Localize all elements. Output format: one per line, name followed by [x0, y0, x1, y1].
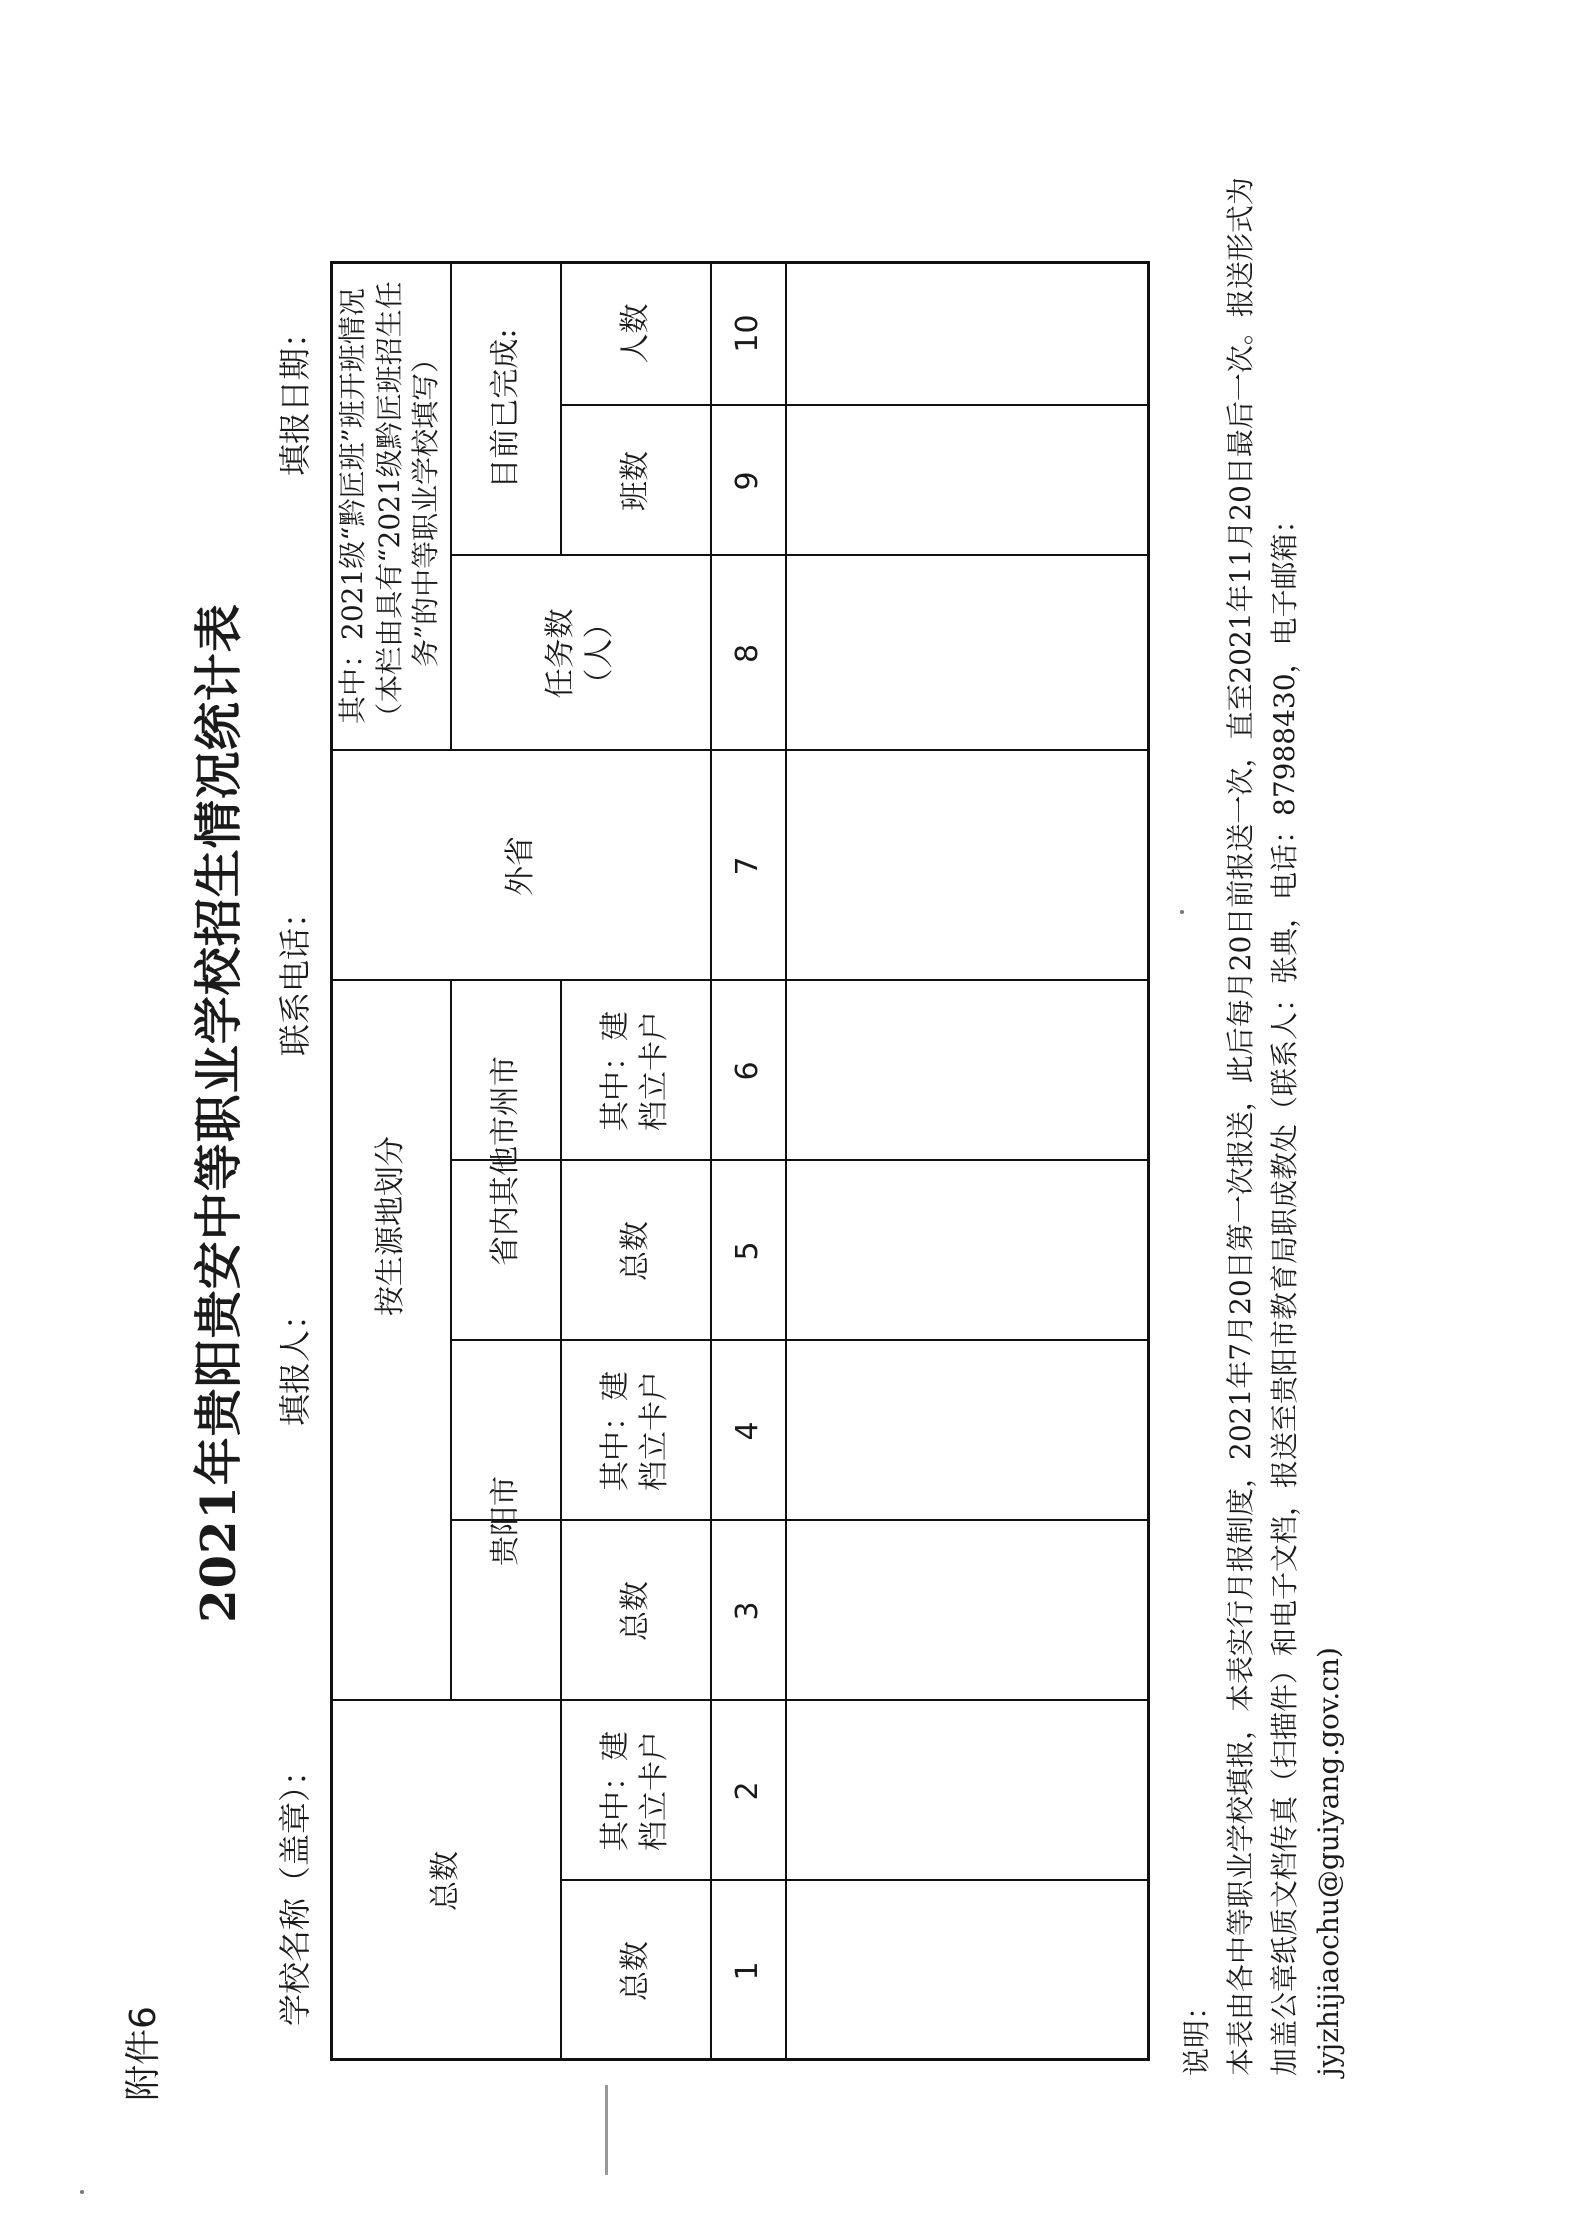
- col-registered-poor: 其中：建档立卡户: [598, 1731, 672, 1851]
- header-task-count: 任务数（人）: [543, 608, 617, 699]
- header-qianjiang-class: 其中：2021级“黔匠班”班开班情况（本栏由具有“2021级黔匠班招生任务”的中等职业学校填写）: [336, 281, 443, 731]
- col-guiyang-registered-poor: 其中：建档立卡户: [598, 1371, 672, 1491]
- header-other-cities: 省内其他市州市: [487, 1056, 523, 1266]
- scan-speck: [80, 2190, 84, 2194]
- column-number: 4: [730, 1421, 765, 1441]
- col-other-registered-poor: 其中：建档立卡户: [598, 1011, 672, 1131]
- header-total-group: 总数: [427, 1851, 463, 1911]
- school-name-field: 学校名称（盖章）：: [276, 1753, 314, 2026]
- statistics-table: [330, 261, 1150, 2061]
- notes-line: 加盖公章纸质文档传真（扫描件）和电子文档，报送至贵阳市教育局职成教处（联系人：张典，电话：87988430，电子邮箱：: [1268, 505, 1301, 2076]
- column-number: 7: [730, 856, 765, 876]
- column-number: 2: [730, 1781, 765, 1801]
- column-number: 3: [730, 1601, 765, 1621]
- column-number: 6: [730, 1061, 765, 1081]
- table-border: [1147, 261, 1150, 2061]
- column-number: 1: [730, 1961, 765, 1981]
- page-title: 2021年贵阳贵安中等职业学校招生情况统计表: [191, 603, 247, 1623]
- column-number: 9: [730, 471, 765, 491]
- header-out-province: 外省: [502, 836, 538, 896]
- col-classes: 班数: [617, 451, 653, 511]
- col-people: 人数: [617, 303, 653, 364]
- scan-edge-mark: [605, 2085, 608, 2175]
- column-number: 10: [730, 314, 765, 353]
- notes-line: 本表由各中等职业学校填报，本表实行月报制度，2021年7月20日第一次报送，此后每月20日前报送一次，直至2021年11月20日最后一次。报送形式为: [1224, 177, 1257, 2076]
- attachment-label: 附件6: [123, 2006, 164, 2101]
- notes-heading: 说明：: [1180, 1991, 1213, 2076]
- column-number: 5: [730, 1241, 765, 1261]
- report-date-field: 填报日期：: [276, 315, 314, 476]
- header-guiyang: 贵阳市: [487, 1476, 523, 1566]
- col-guiyang-total: 总数: [617, 1581, 653, 1641]
- table-grid-line: [785, 261, 787, 2061]
- col-other-total: 总数: [617, 1221, 653, 1281]
- phone-field: 联系电话：: [276, 895, 314, 1056]
- header-completed: 目前已完成:: [487, 328, 523, 489]
- reporter-field: 填报人：: [276, 1297, 314, 1426]
- header-source-region: 按生源地划分: [372, 1136, 408, 1316]
- col-total: 总数: [617, 1941, 653, 2001]
- notes-section: [1175, 126, 1351, 2076]
- scan-speck: [1180, 910, 1184, 914]
- notes-line: jyjzhijiaochu@guiyang.gov.cn): [1312, 1647, 1345, 2076]
- column-number: 8: [730, 643, 765, 664]
